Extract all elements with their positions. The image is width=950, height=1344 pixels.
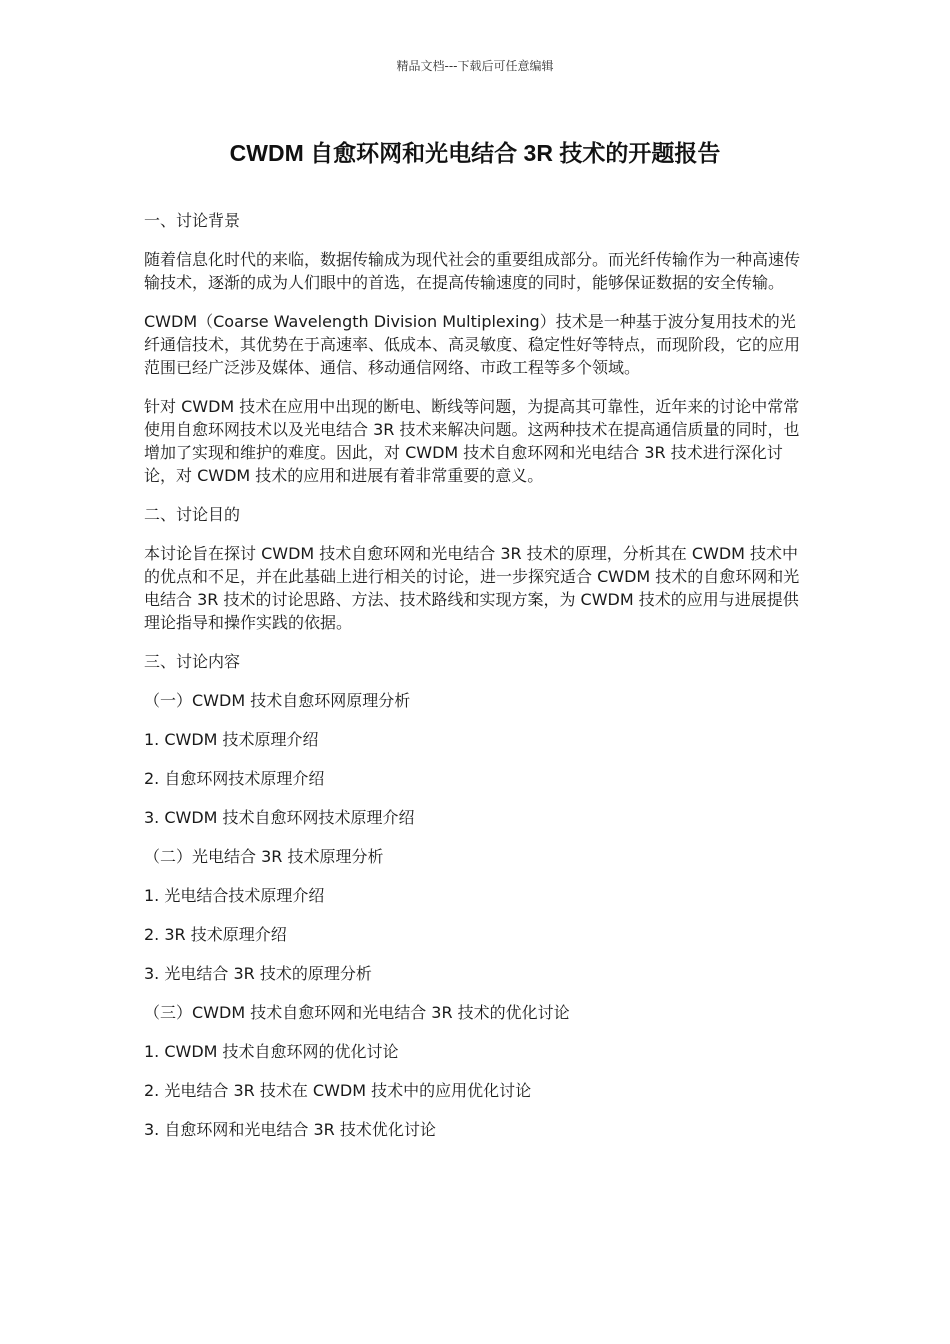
background-paragraph-3: 针对 CWDM 技术在应用中出现的断电、断线等问题，为提高其可靠性，近年来的讨论中常常使用自愈环网技术以及光电结合 3R 技术来解决问题。这两种技术在提高通信质量的同时，也增加了实现和维护的难度。因此，对 CWDM 技术自愈环网和光电结合 3R 技术进行深化讨论，对 CWDM 技术的应用和进展有着非常重要的意义。	[144, 397, 800, 485]
background-paragraph-2: CWDM（Coarse Wavelength Division Multiplexing）技术是一种基于波分复用技术的光纤通信技术，其优势在于高速率、低成本、高灵敏度、稳定性好等特点，而现阶段，它的应用范围已经广泛涉及媒体、通信、移动通信网络、市政工程等多个领域。	[144, 312, 801, 377]
content-item: 1. CWDM 技术原理介绍	[144, 730, 319, 749]
background-paragraph-1: 随着信息化时代的来临，数据传输成为现代社会的重要组成部分。而光纤传输作为一种高速传输技术，逐渐的成为人们眼中的首选，在提高传输速度的同时，能够保证数据的安全传输。	[144, 250, 801, 292]
content-item: 3. CWDM 技术自愈环网技术原理介绍	[144, 808, 415, 827]
content-item: （二）光电结合 3R 技术原理分析	[144, 847, 384, 866]
content-item: 1. CWDM 技术自愈环网的优化讨论	[144, 1042, 399, 1061]
page-header: 精品文档---下载后可任意编辑	[396, 59, 554, 73]
document-body	[144, 209, 809, 1157]
content-item: 2. 3R 技术原理介绍	[144, 925, 287, 944]
content-item: 3. 光电结合 3R 技术的原理分析	[144, 964, 372, 983]
content-item: 2. 自愈环网技术原理介绍	[144, 769, 325, 788]
section-heading-content: 三、讨论内容	[144, 652, 241, 671]
content-item: （三）CWDM 技术自愈环网和光电结合 3R 技术的优化讨论	[144, 1003, 570, 1022]
section-heading-background: 一、讨论背景	[144, 211, 241, 230]
section-heading-purpose: 二、讨论目的	[144, 505, 241, 524]
content-item: 3. 自愈环网和光电结合 3R 技术优化讨论	[144, 1120, 436, 1139]
content-item: 1. 光电结合技术原理介绍	[144, 886, 325, 905]
content-item: 2. 光电结合 3R 技术在 CWDM 技术中的应用优化讨论	[144, 1081, 532, 1100]
content-item: （一）CWDM 技术自愈环网原理分析	[144, 691, 411, 710]
document-title: CWDM 自愈环网和光电结合 3R 技术的开题报告	[229, 140, 721, 166]
purpose-paragraph: 本讨论旨在探讨 CWDM 技术自愈环网和光电结合 3R 技术的原理，分析其在 CWDM 技术中的优点和不足，并在此基础上进行相关的讨论，进一步探究适合 CWDM 技术的自愈环网和光电结合 3R 技术的讨论思路、方法、技术路线和实现方案，为 CWDM 技术的应用与进展提供理论指导和操作实践的依据。	[144, 544, 800, 632]
